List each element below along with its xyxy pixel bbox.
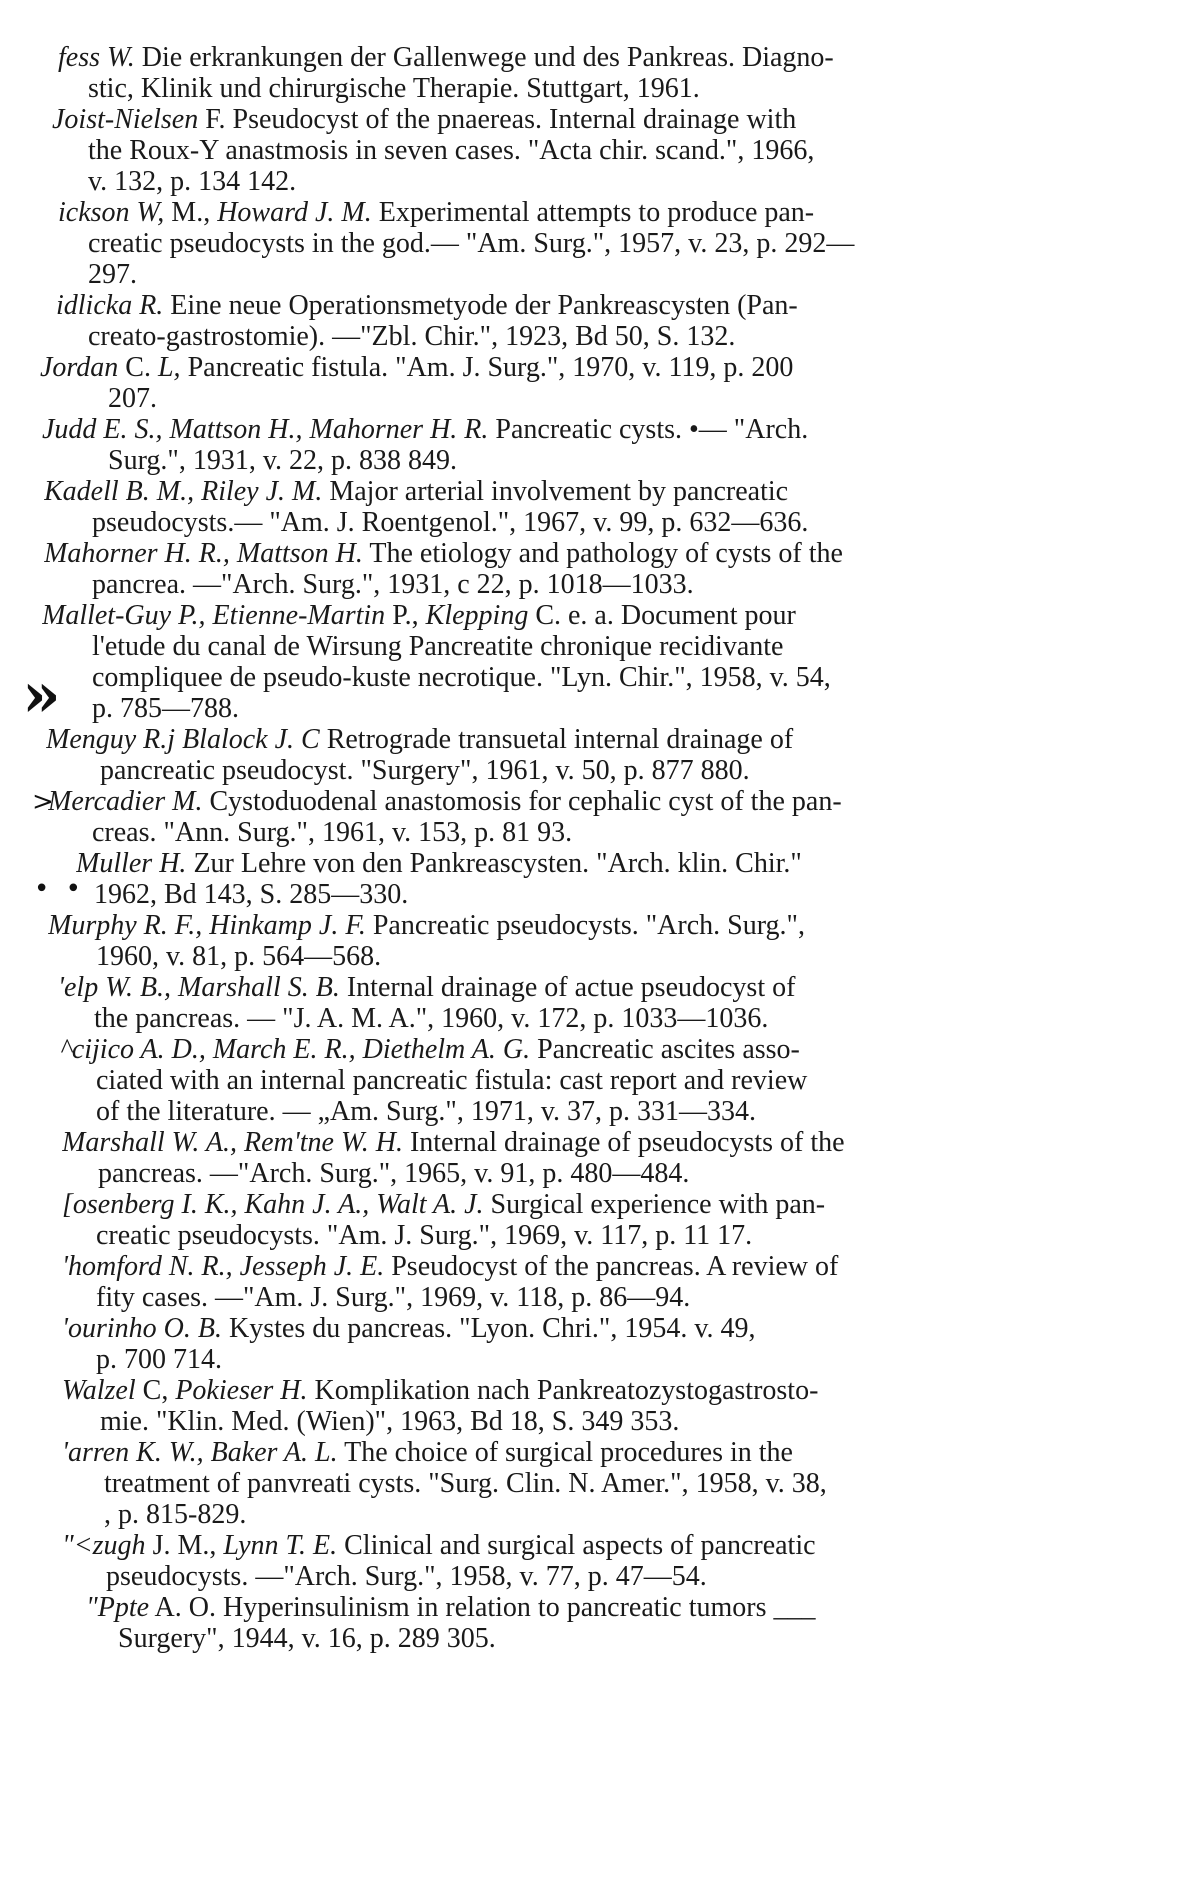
reference-line: [88, 135, 900, 166]
reference-entry: [0, 1189, 1200, 1251]
reference-entry: [0, 600, 1200, 731]
reference-authors: Kadell B. M., Riley J. M.: [44, 476, 323, 507]
reference-text: pancreatic pseudocyst. "Surgery", 1961, v. 50, p. 877 880.: [100, 755, 750, 786]
reference-authors: Muller H.: [76, 848, 187, 879]
reference-authors: Pokieser H.: [175, 1375, 308, 1406]
reference-authors: Marshall W. A., Rem'tne W. H.: [62, 1127, 403, 1158]
reference-entry: [0, 538, 1200, 600]
reference-line: [92, 693, 904, 724]
reference-text: l'etude du canal de Wirsung Pancreatite chronique recidivante: [92, 631, 784, 662]
reference-authors: Lynn T. E.: [223, 1530, 338, 1561]
reference-text: Kystes du pancreas. "Lyon. Chri.", 1954. v. 49,: [222, 1313, 756, 1344]
reference-text: v. 132, p. 134 142.: [88, 166, 297, 197]
reference-line: [60, 1034, 898, 1065]
reference-line: [94, 1003, 898, 1034]
reference-line: [86, 1592, 896, 1623]
reference-authors: Joist-Nielsen: [52, 104, 199, 135]
reference-entry: [0, 1437, 1200, 1530]
reference-text: Surgical experience with pan-: [483, 1189, 826, 1220]
reference-text: Surgery", 1944, v. 16, p. 289 305.: [118, 1623, 496, 1654]
reference-line: [44, 476, 902, 507]
reference-line: [98, 1158, 900, 1189]
reference-line: [92, 507, 902, 538]
reference-authors: L,: [157, 352, 181, 383]
reference-line: [62, 1313, 898, 1344]
reference-line: [96, 1344, 898, 1375]
reference-line: [62, 1375, 900, 1406]
reference-text: the Roux-Y anastmosis in seven cases. "Acta chir. scand.", 1966,: [88, 135, 815, 166]
reference-line: [58, 972, 898, 1003]
reference-authors: Klepping: [425, 600, 529, 631]
reference-entry: [0, 972, 1200, 1034]
reference-authors: Judd E. S., Mattson H., Mahorner H. R.: [42, 414, 489, 445]
reference-text: creatic pseudocysts in the god.— "Am. Surg.", 1957, v. 23, p. 292—: [88, 228, 855, 259]
reference-entry: [0, 414, 1200, 476]
reference-authors: idlicka R.: [56, 290, 164, 321]
reference-entry: [0, 724, 1200, 786]
reference-line: [88, 321, 900, 352]
reference-text: C,: [135, 1375, 176, 1406]
reference-authors: Mahorner H. R., Mattson H.: [44, 538, 363, 569]
reference-text: Clinical and surgical aspects of pancreatic: [337, 1530, 816, 1561]
reference-line: [48, 786, 900, 817]
reference-text: Retrograde transuetal internal drainage of: [319, 724, 794, 755]
reference-text: p. 700 714.: [96, 1344, 222, 1375]
reference-text: mie. "Klin. Med. (Wien)", 1963, Bd 18, S. 349 353.: [100, 1406, 680, 1437]
reference-text: Die erkrankungen der Gallenwege und des Pankreas. Diagno-: [134, 42, 834, 73]
reference-text: A. O. Hyperinsulinism in relation to pancreatic tumors ___: [149, 1592, 816, 1623]
reference-entry: [0, 290, 1200, 352]
reference-text: 297.: [88, 259, 137, 290]
reference-line: [88, 73, 900, 104]
reference-authors: Menguy R.j Blalock J. C: [46, 724, 320, 755]
reference-authors: Jordan: [40, 352, 119, 383]
reference-text: C.: [118, 352, 158, 383]
reference-entry: [0, 1313, 1200, 1375]
reference-line: [94, 879, 896, 910]
reference-text: pancrea. —"Arch. Surg.", 1931, c 22, p. 1018—1033.: [92, 569, 694, 600]
reference-text: ciated with an internal pancreatic fistula: cast report and review: [96, 1065, 808, 1096]
reference-text: F. Pseudocyst of the pnaereas. Internal drainage with: [198, 104, 797, 135]
reference-line: [108, 445, 902, 476]
reference-text: P.,: [385, 600, 426, 631]
reference-line: [96, 1065, 898, 1096]
reference-entry: [0, 1127, 1200, 1189]
reference-authors: 'arren K. W., Baker A. L.: [62, 1437, 338, 1468]
reference-line: [42, 414, 902, 445]
reference-line: [46, 724, 902, 755]
reference-text: of the literature. — „Am. Surg.", 1971, v. 37, p. 331—334.: [96, 1096, 757, 1127]
reference-text: Pancreatic pseudocysts. "Arch. Surg.",: [365, 910, 805, 941]
reference-text: Pancreatic fistula. "Am. J. Surg.", 1970, v. 119, p. 200: [180, 352, 794, 383]
reference-line: [96, 1096, 898, 1127]
reference-line: [108, 383, 878, 414]
reference-text: Cystoduodenal anastomosis for cephalic cyst of the pan-: [202, 786, 842, 817]
reference-text: fity cases. —"Am. J. Surg.", 1969, v. 118, p. 86—94.: [96, 1282, 691, 1313]
reference-line: [56, 290, 900, 321]
reference-text: C. e. a. Document pour: [528, 600, 796, 631]
reference-authors: Mallet-Guy P., Etienne-Martin: [42, 600, 386, 631]
reference-entry: [0, 42, 1200, 104]
reference-line: [62, 1530, 898, 1561]
reference-line: [44, 538, 904, 569]
margin-dots-mark: • •: [34, 874, 85, 904]
reference-line: [62, 1251, 896, 1282]
reference-authors: Walzel: [62, 1375, 136, 1406]
reference-authors: Mercadier M.: [48, 786, 203, 817]
reference-list: [0, 42, 1200, 1654]
margin-gt-mark: >: [32, 787, 54, 817]
reference-text: Pancreatic cysts. •— "Arch.: [488, 414, 809, 445]
reference-text: 1962, Bd 143, S. 285—330.: [94, 879, 409, 910]
reference-text: , p. 815-829.: [104, 1499, 247, 1530]
reference-line: [96, 1282, 896, 1313]
reference-text: stic, Klinik und chirurgische Therapie. Stuttgart, 1961.: [88, 73, 700, 104]
reference-entry: [0, 848, 1200, 910]
reference-line: [96, 1220, 898, 1251]
reference-line: [88, 228, 900, 259]
reference-text: compliquee de pseudo-kuste necrotique. "Lyn. Chir.", 1958, v. 54,: [92, 662, 831, 693]
reference-text: Zur Lehre von den Pankreascysten. "Arch. klin. Chir.": [186, 848, 802, 879]
reference-authors: ^cijico A. D., March E. R., Diethelm A. G.: [60, 1034, 531, 1065]
reference-text: 1960, v. 81, p. 564—568.: [96, 941, 382, 972]
reference-entry: [0, 1375, 1200, 1437]
reference-text: pancreas. —"Arch. Surg.", 1965, v. 91, p. 480—484.: [98, 1158, 690, 1189]
reference-text: pseudocysts. —"Arch. Surg.", 1958, v. 77, p. 47—54.: [106, 1561, 707, 1592]
reference-text: Komplikation nach Pankreatozystogastrosto-: [307, 1375, 819, 1406]
reference-entry: [0, 1530, 1200, 1592]
reference-text: Pseudocyst of the pancreas. A review of: [384, 1251, 839, 1282]
reference-line: [62, 1127, 900, 1158]
reference-text: The choice of surgical procedures in the: [337, 1437, 793, 1468]
reference-text: Eine neue Operationsmetyode der Pankreascysten (Pan-: [163, 290, 798, 321]
reference-line: [48, 910, 900, 941]
reference-line: [40, 352, 878, 383]
reference-line: [62, 1189, 898, 1220]
reference-authors: Murphy R. F., Hinkamp J. F.: [48, 910, 366, 941]
reference-line: [118, 1623, 896, 1654]
reference-authors: 'elp W. B., Marshall S. B.: [58, 972, 340, 1003]
reference-authors: 'homford N. R., Jesseph J. E.: [62, 1251, 385, 1282]
reference-authors: ickson W,: [58, 197, 165, 228]
reference-text: Surg.", 1931, v. 22, p. 838 849.: [108, 445, 458, 476]
reference-authors: [osenberg I. K., Kahn J. A., Walt A. J.: [62, 1189, 484, 1220]
reference-text: creas. "Ann. Surg.", 1961, v. 153, p. 81 93.: [92, 817, 573, 848]
reference-line: [58, 42, 900, 73]
margin-guillemet-mark: »: [22, 658, 61, 731]
reference-text: M.,: [164, 197, 218, 228]
reference-text: Major arterial involvement by pancreatic: [322, 476, 789, 507]
reference-authors: "Ppte: [86, 1592, 150, 1623]
reference-line: [92, 569, 904, 600]
reference-line: [88, 166, 900, 197]
reference-authors: fess W.: [58, 42, 135, 73]
reference-entry: [0, 1034, 1200, 1127]
reference-entry: [0, 476, 1200, 538]
reference-text: treatment of panvreati cysts. "Surg. Clin. N. Amer.", 1958, v. 38,: [104, 1468, 827, 1499]
reference-entry: [0, 197, 1200, 290]
reference-line: [88, 259, 900, 290]
reference-line: [92, 631, 904, 662]
reference-text: the pancreas. — "J. A. M. A.", 1960, v. 172, p. 1033—1036.: [94, 1003, 769, 1034]
reference-text: Pancreatic ascites asso-: [530, 1034, 800, 1065]
reference-text: Internal drainage of actue pseudocyst of: [339, 972, 796, 1003]
reference-line: [92, 662, 904, 693]
reference-entry: [0, 352, 1200, 414]
reference-text: creato-gastrostomie). —"Zbl. Chir.", 1923, Bd 50, S. 132.: [88, 321, 736, 352]
reference-line: [96, 941, 900, 972]
reference-entry: [0, 786, 1200, 848]
reference-line: [104, 1499, 898, 1530]
reference-line: [52, 104, 900, 135]
reference-line: [106, 1561, 898, 1592]
reference-text: pseudocysts.— "Am. J. Roentgenol.", 1967, v. 99, p. 632—636.: [92, 507, 809, 538]
reference-entry: [0, 104, 1200, 197]
reference-entry: [0, 910, 1200, 972]
reference-line: [104, 1468, 898, 1499]
reference-authors: 'ourinho O. B.: [62, 1313, 222, 1344]
reference-entry: [0, 1251, 1200, 1313]
reference-text: Experimental attempts to produce pan-: [371, 197, 815, 228]
reference-text: p. 785—788.: [92, 693, 239, 724]
reference-line: [76, 848, 896, 879]
reference-authors: "<zugh: [62, 1530, 146, 1561]
reference-line: [100, 1406, 900, 1437]
reference-text: creatic pseudocysts. "Am. J. Surg.", 1969, v. 117, p. 11 17.: [96, 1220, 753, 1251]
reference-entry: [0, 1592, 1200, 1654]
reference-line: [62, 1437, 898, 1468]
reference-line: [100, 755, 902, 786]
reference-text: Internal drainage of pseudocysts of the: [402, 1127, 845, 1158]
reference-authors: Howard J. M.: [217, 197, 372, 228]
reference-line: [58, 197, 900, 228]
reference-text: 207.: [108, 383, 157, 414]
reference-text: J. M.,: [145, 1530, 224, 1561]
reference-line: [92, 817, 900, 848]
reference-text: The etiology and pathology of cysts of the: [362, 538, 843, 569]
reference-line: [42, 600, 904, 631]
